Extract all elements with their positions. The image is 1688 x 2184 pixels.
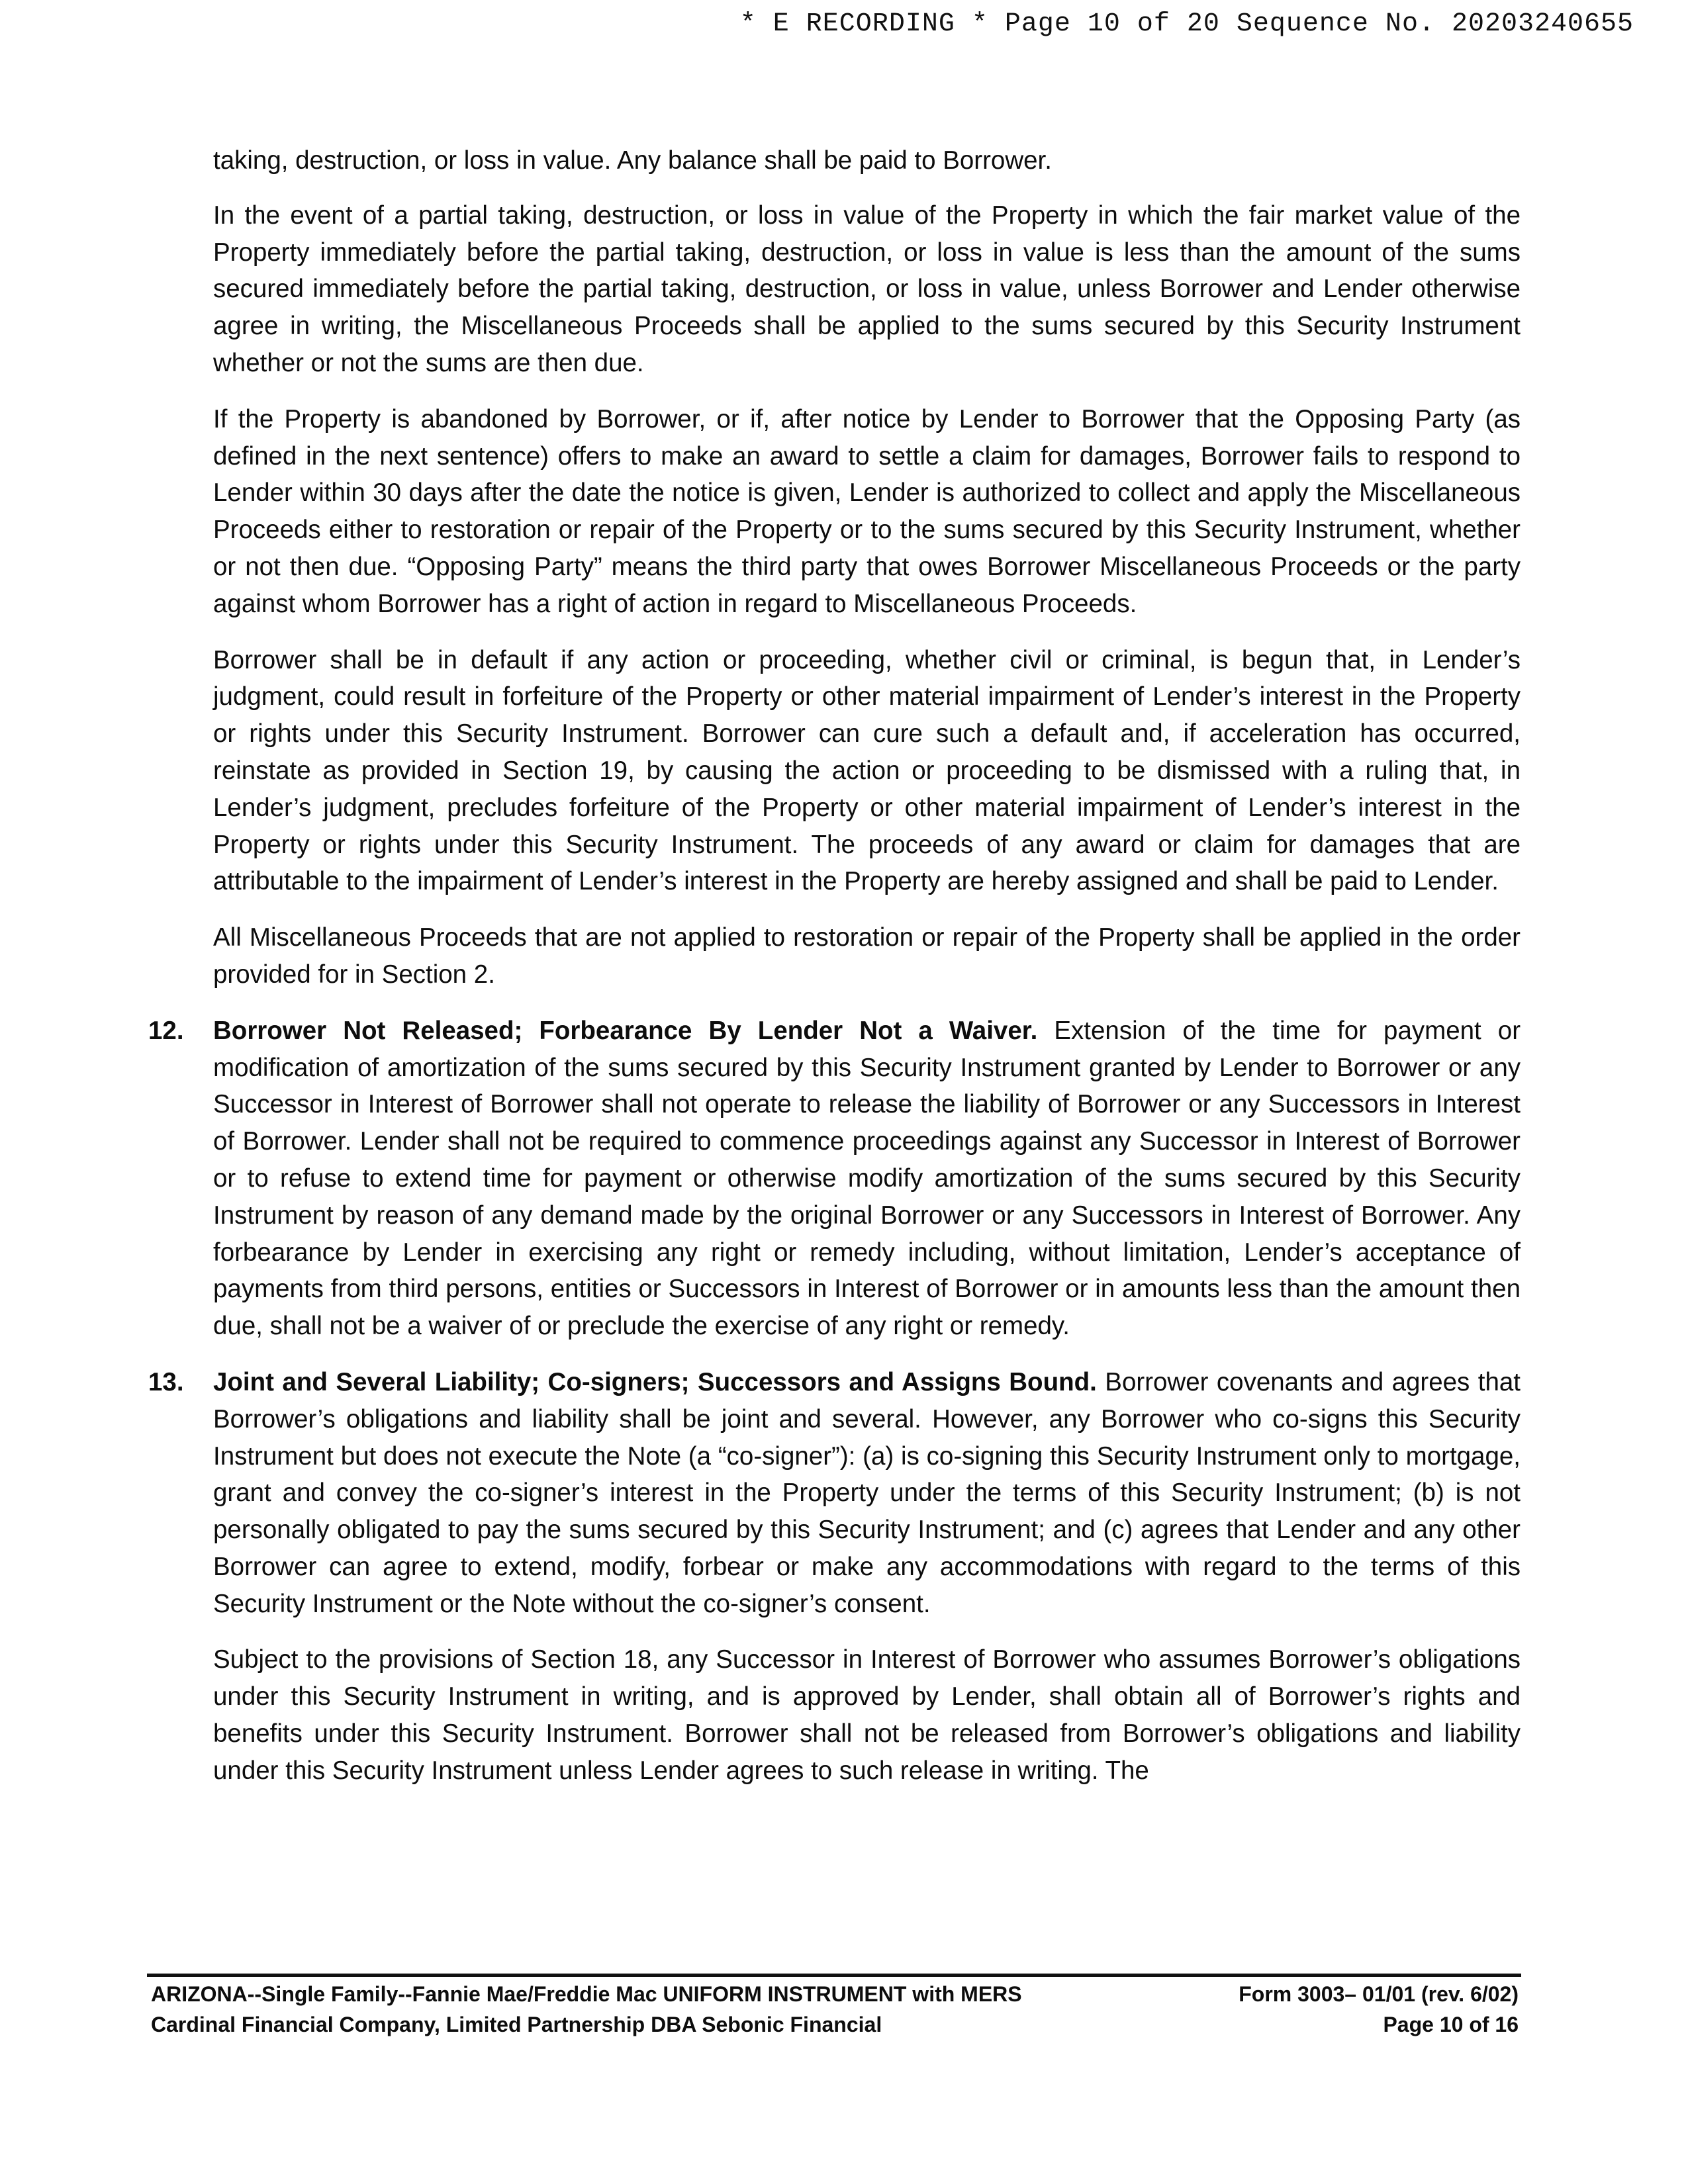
section-13-heading: Joint and Several Liability; Co-signers; Successors and Assigns Bound. [213,1367,1097,1396]
paragraph-default-proceeding: Borrower shall be in default if any action or proceeding, whether civil or criminal, is begun that, in Lender’s judgment, could result in forfeiture of the Property or other material impairment of Lender’s interest in the Property or rights under this Security Instrument. Borrower can cure such a default and, if acceleration has occurred, reinstate as provided in Section 19, by causing the action or proceeding to be dismissed with a ruling that, in Lender’s judgment, precludes forfeiture of the Property or other material impairment of Lender’s interest in the Property or rights under this Security Instrument. The proceeds of any award or claim for damages that are attributable to the impairment of Lender’s interest in the Property are hereby assigned and shall be paid to Lender. [213,645,1521,896]
paragraph-misc-proceeds-applied: All Miscellaneous Proceeds that are not applied to restoration or repair of the Property shall be applied in the order provided for in Section 2. [213,923,1521,989]
section-12 [148,1013,1521,1345]
paragraph-partial-taking: In the event of a partial taking, destruction, or loss in value of the Property in which the fair market value of the Property immediately before the partial taking, destruction, or loss in value is less than the amount of the sums secured immediately before the partial taking, destruction, or loss in value, unless Borrower and Lender otherwise agree in writing, the Miscellaneous Proceeds shall be applied to the sums secured by this Security Instrument whether or not the sums are then due. [213,201,1521,377]
footer-divider [147,1974,1521,1977]
paragraph-abandoned-property: If the Property is abandoned by Borrower, or if, after notice by Lender to Borrower that the Opposing Party (as defined in the next sentence) offers to make an award to settle a claim for damages, Borrower fails to respond to Lender within 30 days after the date the notice is given, Lender is authorized to collect and apply the Miscellaneous Proceeds either to restoration or repair of the Property or to the sums secured by this Security Instrument, whether or not then due. “Opposing Party” means the third party that owes Borrower Miscellaneous Proceeds or the party against whom Borrower has a right of action in regard to Miscellaneous Proceeds. [213,404,1521,618]
section-13 [148,1364,1521,1623]
section-13-text: Borrower covenants and agrees that Borrower’s obligations and liability shall be joint and several. However, any Borrower who co-signs this Security Instrument but does not execute the Note (a “co-signer”): (a) is co-signing this Security Instrument only to mortgage, grant and convey the co-signer’s interest in the Property under the terms of this Security Instrument; (b) is not personally obligated to pay the sums secured by this Security Instrument; and (c) agrees that Lender and any other Borrower can agree to extend, modify, forbear or make any accommodations with regard to the terms of this Security Instrument or the Note without the co-signer’s consent. [213,1367,1521,1618]
paragraph-successor-in-interest: Subject to the provisions of Section 18, any Successor in Interest of Borrower who assumes Borrower’s obligations under this Security Instrument in writing, and is approved by Lender, shall obtain all of Borrower’s rights and benefits under this Security Instrument. Borrower shall not be released from Borrower’s obligations and liability under this Security Instrument unless Lender agrees to such release in writing. The [213,1645,1521,1785]
footer-row-1 [151,1979,1519,2009]
page-footer [151,1979,1519,2040]
recording-stamp: * E RECORDING * Page 10 of 20 Sequence No. 20203240655 [739,9,1634,39]
section-13-paragraph [213,1364,1521,1623]
section-12-heading: Borrower Not Released; Forbearance By Lender Not a Waiver. [213,1016,1038,1045]
footer-lender-name: Cardinal Financial Company, Limited Partnership DBA Sebonic Financial [151,2013,882,2036]
footer-form-title: ARIZONA--Single Family--Fannie Mae/Freddie Mac UNIFORM INSTRUMENT with MERS [151,1982,1022,2006]
footer-row-2 [151,2009,1519,2040]
footer-form-number: Form 3003– 01/01 (rev. 6/02) [1239,1982,1519,2006]
paragraph-continuation: taking, destruction, or loss in value. Any balance shall be paid to Borrower. [213,146,1052,175]
section-12-text: Extension of the time for payment or modification of amortization of the sums secured by this Security Instrument granted by Lender to Borrower or any Successor in Interest of Borrower shall not operate to release the liability of Borrower or any Successors in Interest of Borrower. Lender shall not be required to commence proceedings against any Successor in Interest of Borrower or to refuse to extend time for payment or otherwise modify amortization of the sums secured by this Security Instrument by reason of any demand made by the original Borrower or any Successors in Interest of Borrower. Any forbearance by Lender in exercising any right or remedy including, without limitation, Lender’s acceptance of payments from third persons, entities or Successors in Interest of Borrower or in amounts less than the amount then due, shall not be a waiver of or preclude the exercise of any right or remedy. [213,1016,1521,1341]
section-12-number: 12. [148,1016,184,1045]
document-body [148,142,1521,1809]
footer-page-number: Page 10 of 16 [1383,2013,1519,2036]
section-13-number: 13. [148,1367,184,1396]
section-12-paragraph [213,1013,1521,1345]
